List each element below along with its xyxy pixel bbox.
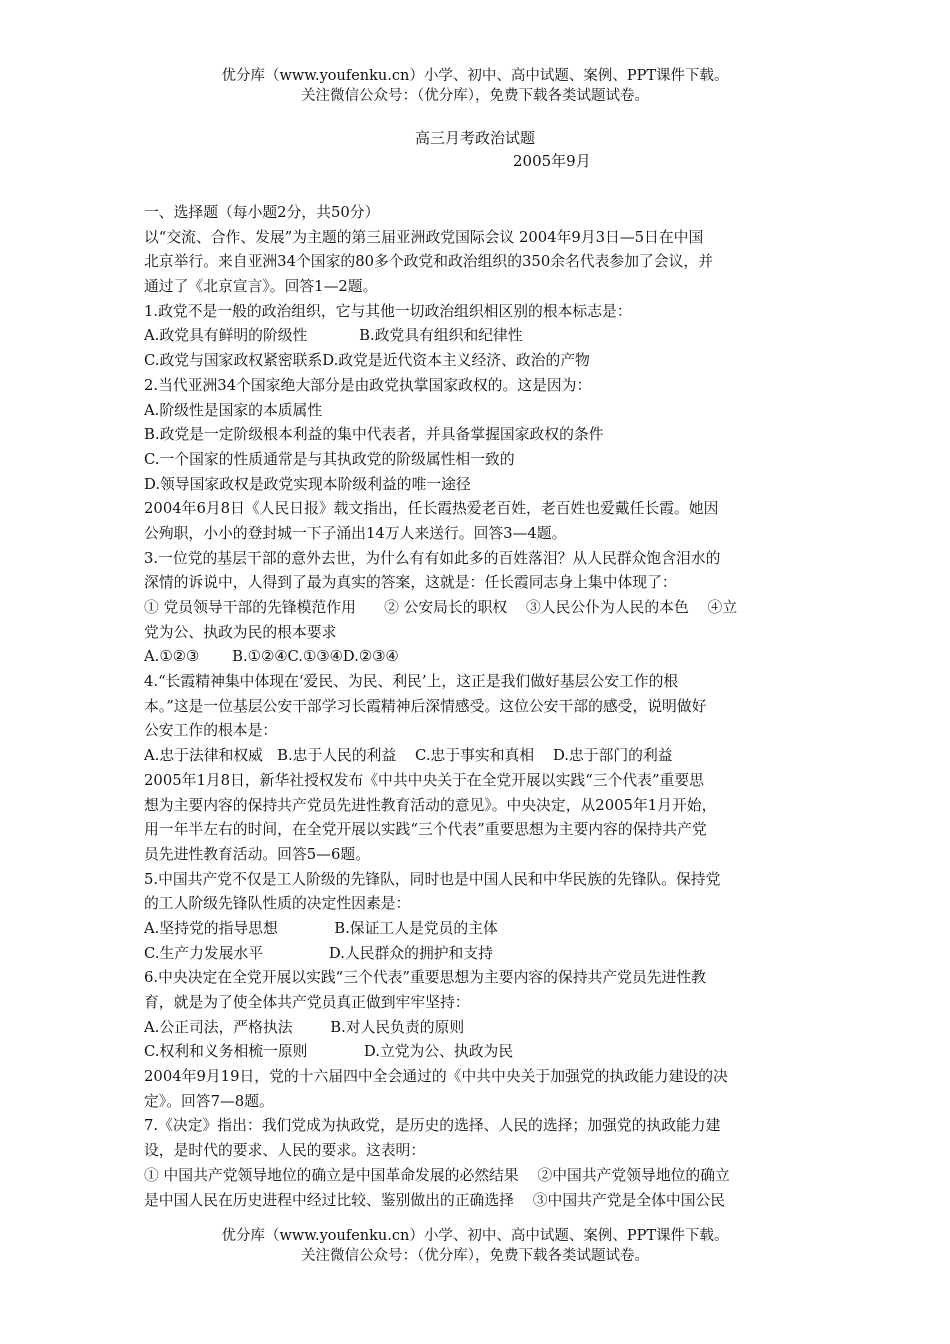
answer-option: C.一个国家的性质通常是与其执政党的阶级属性相一致的 (144, 450, 515, 468)
answer-option: A.阶级性是国家的本质属性 (144, 401, 323, 419)
question-stem: 2.当代亚洲34个国家绝大部分是由政党执掌国家政权的。这是因为： (144, 376, 592, 394)
question-stem: 7.《决定》指出：我们党成为执政党，是历史的选择、人民的选择；加强党的执政能力建 (144, 1117, 721, 1135)
question-stem: 设，是时代的要求、人民的要求。这表明： (144, 1142, 426, 1160)
text-line: 2004年6月8日《人民日报》载文指出，任长霞热爱老百姓，老百姓也爱戴任长霞。她因 (144, 500, 719, 518)
answer-options: A.忠于法律和权威 B.忠于人民的利益 C.忠于事实和真相 D.忠于部门的利益 (144, 747, 673, 765)
text-line: 公殉职，小小的登封城一下子涌出14万人来送行。回答3—4题。 (144, 524, 567, 542)
text-line: 员先进性教育活动。回答5—6题。 (144, 845, 370, 863)
text-line: 通过了《北京宣言》。回答1—2题。 (144, 278, 378, 296)
text-line: 定》。回答7—8题。 (144, 1092, 274, 1110)
document-date: 2005年9月 (513, 152, 591, 170)
question-stem: 育，就是为了使全体共产党员真正做到牢牢坚持： (144, 994, 470, 1011)
answer-items: 是中国人民在历史进程中经过比较、鉴别做出的正确选择 ③中国共产党是全体中国公民 (144, 1191, 726, 1209)
text-line: 想为主要内容的保持共产党员先进性教育活动的意见》。中央决定，从2005年1月开始， (144, 796, 717, 814)
page-footer (0, 1226, 950, 1266)
question-stem: 4.“长霞精神集中体现在‘爱民、为民、利民’上，这正是我们做好基层公安工作的根 (144, 673, 679, 691)
document-body (144, 201, 810, 1213)
answer-options: C.生产力发展水平 D.人民群众的拥护和支持 (144, 944, 493, 962)
question-stem: 的工人阶级先锋队性质的决定性因素是： (144, 895, 411, 913)
page-header (0, 66, 950, 106)
section-heading: 一、选择题（每小题2分，共50分） (144, 204, 380, 221)
footer-line-1: 优分库（www.youfenku.cn）小学、初中、高中试题、案例、PPT课件下载。 (221, 1228, 729, 1244)
header-line-2: 关注微信公众号：（优分库），免费下载各类试题试卷。 (301, 88, 649, 104)
footer-line-2: 关注微信公众号：（优分库），免费下载各类试题试卷。 (301, 1248, 649, 1264)
answer-options: A.政党具有鲜明的阶级性 B.政党具有组织和纪律性 (144, 327, 523, 345)
question-stem: 公安工作的根本是： (144, 722, 278, 740)
question-stem: 1.政党不是一般的政治组织，它与其他一切政治组织相区别的根本标志是： (144, 302, 632, 320)
text-line: 2004年9月19日，党的十六届四中全会通过的《中共中央关于加强党的执政能力建设的决 (144, 1068, 728, 1086)
question-stem: 5.中国共产党不仅是工人阶级的先锋队，同时也是中国人民和中华民族的先锋队。保持党 (144, 870, 721, 888)
answer-items: ① 中国共产党领导地位的确立是中国革命发展的必然结果 ②中国共产党领导地位的确立 (144, 1166, 730, 1184)
question-stem: 本。”这是一位基层公安干部学习长霞精神后深情感受。这位公安干部的感受，说明做好 (144, 697, 707, 715)
answer-option: D.领导国家政权是政党实现本阶级利益的唯一途径 (144, 475, 471, 493)
question-stem: 6.中央决定在全党开展以实践“三个代表”重要思想为主要内容的保持共产党员先进性教 (144, 969, 706, 987)
question-stem: 深情的诉说中，人得到了最为真实的答案，这就是：任长霞同志身上集中体现了： (144, 574, 677, 592)
text-line: 以“交流、合作、发展”为主题的第三届亚洲政党国际会议 2004年9月3日—5日在中国 (144, 228, 704, 246)
header-line-1: 优分库（www.youfenku.cn）小学、初中、高中试题、案例、PPT课件下载。 (221, 68, 729, 84)
answer-option: B.政党是一定阶级根本利益的集中代表者，并具备掌握国家政权的条件 (144, 426, 604, 444)
answer-options: A.公正司法，严格执法 B.对人民负责的原则 (144, 1018, 465, 1036)
document-title: 高三月考政治试题 (414, 129, 535, 147)
answer-options: A.①②③ B.①②④C.①③④D.②③④ (144, 648, 399, 666)
text-line: 北京举行。来自亚洲34个国家的80多个政党和政治组织的350余名代表参加了会议，并 (144, 253, 713, 271)
answer-items: ① 党员领导干部的先锋模范作用 ② 公安局长的职权 ③人民公仆为人民的本色 ④立 (144, 599, 738, 616)
question-stem: 3.一位党的基层干部的意外去世，为什么有有如此多的百姓落泪？从人民群众饱含泪水的 (144, 549, 721, 567)
answer-options: C.权利和义务相梳一原则 D.立党为公、执政为民 (144, 1043, 514, 1061)
answer-options: C.政党与国家政权紧密联系D.政党是近代资本主义经济、政治的产物 (144, 352, 590, 370)
text-line: 2005年1月8日，新华社授权发布《中共中央关于在全党开展以实践“三个代表”重要思 (144, 771, 704, 789)
text-line: 用一年半左右的时间，在全党开展以实践“三个代表”重要思想为主要内容的保持共产党 (144, 821, 707, 839)
answer-options: A.坚持党的指导思想 B.保证工人是党员的主体 (144, 919, 498, 937)
answer-items: 党为公、执政为民的根本要求 (144, 623, 337, 641)
